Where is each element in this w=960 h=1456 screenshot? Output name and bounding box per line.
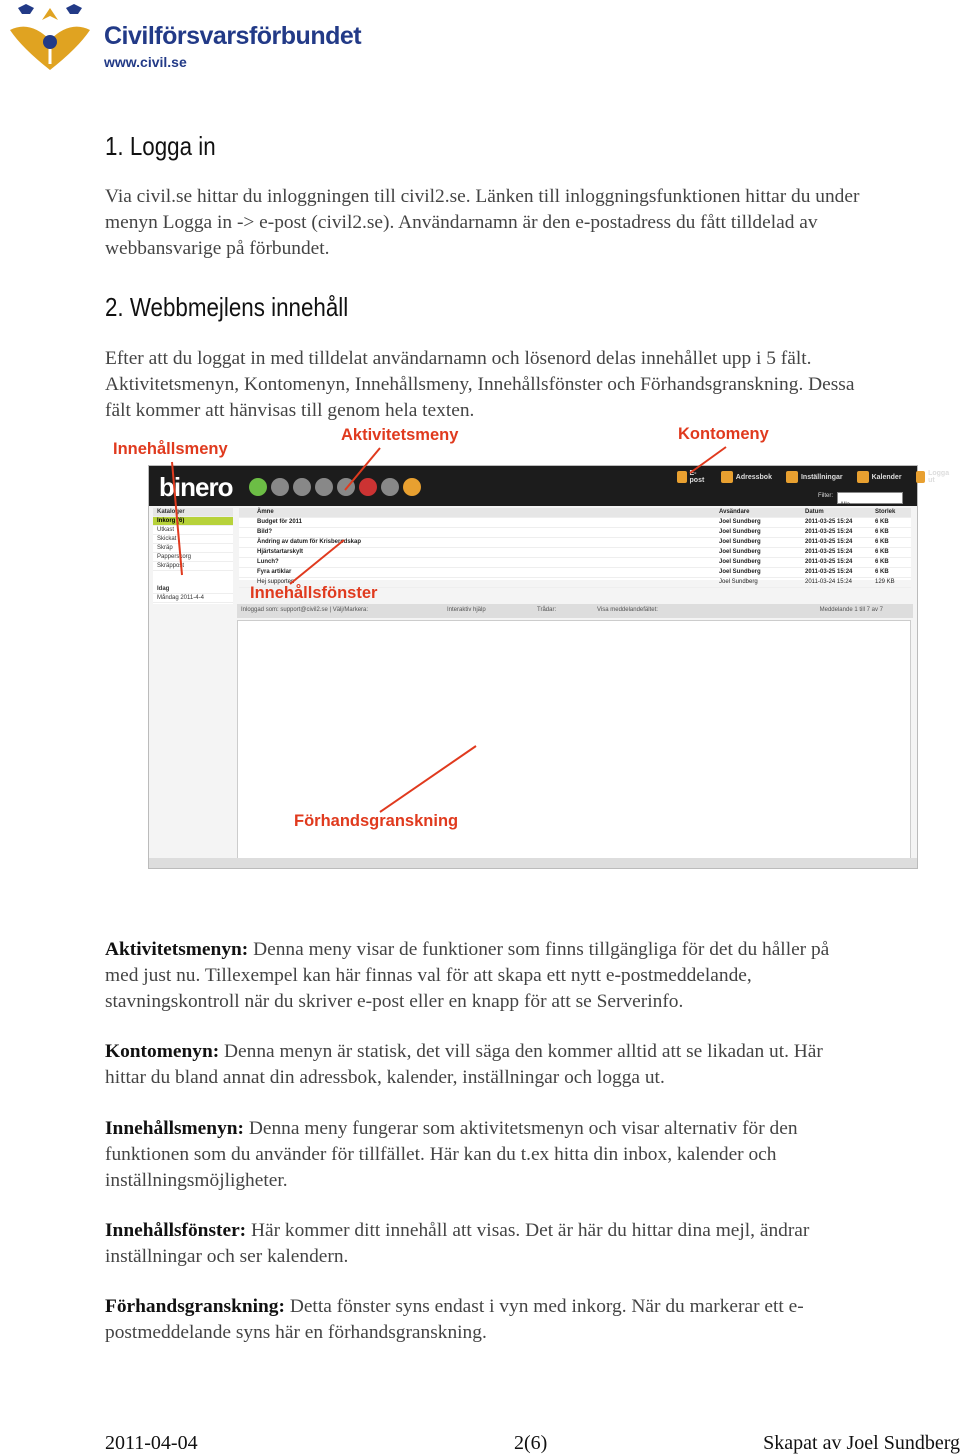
text-line: Detta fönster syns endast i vyn med inkorg. När du markerar ett e- (284, 1296, 804, 1317)
cell-sender: Joel Sundberg (719, 559, 761, 565)
cell-sender: Joel Sundberg (719, 539, 761, 545)
footer-page: 2(6) (514, 1432, 548, 1454)
definition-term: Innehållsfönster: (105, 1220, 247, 1241)
today-date: Måndag 2011-4-4 (153, 594, 233, 603)
folder-item[interactable]: Papperskorg (153, 553, 233, 562)
text-line: webbansvarige på förbundet. (105, 237, 330, 259)
folder-item[interactable]: Skickat (153, 535, 233, 544)
text-line: Denna menyn är statisk, det vill säga den kommer alltid att se likadan ut. Här (219, 1041, 823, 1062)
logo-name: Civilförsvarsförbundet (104, 22, 362, 50)
cell-subject: Budget för 2011 (257, 519, 303, 525)
text-line: postmeddelande syns här en förhandsgranskning. (105, 1321, 487, 1343)
annotation-forhandsgranskning: Förhandsgranskning (294, 812, 459, 830)
text-line: Aktivitetsmenyn, Kontomenyn, Innehållsmeny, Innehållsfönster och Förhandsgranskning. Dessa (105, 373, 855, 395)
text-line: funktionen som du använder för tillfället. Här kan du t.ex hitta din inbox, kalender och (105, 1143, 777, 1165)
arrow-aktivitetsmeny (345, 448, 380, 490)
cell-subject: Fyra artiklar (257, 569, 292, 575)
cell-subject: Ändring av datum för Krisberedskap (257, 539, 362, 545)
section-1-heading: 1. Logga in (105, 131, 216, 161)
definition-paragraph (105, 1218, 960, 1270)
today-label: Idag (153, 585, 233, 594)
definition-term: Innehållsmenyn: (105, 1118, 245, 1139)
account-email[interactable]: E-post (677, 470, 707, 484)
cell-date: 2011-03-25 15:24 (805, 529, 853, 535)
folders-title: Kataloger (153, 508, 233, 517)
text-line: hittar du bland annat din adressbok, kalender, inställningar och logga ut. (105, 1066, 665, 1088)
text-line: Denna meny fungerar som aktivitetsmenyn och visar alternativ för den (244, 1118, 798, 1139)
text-line: menyn Logga in -> e-post (civil2.se). Användarnamn är den e-postadress du fått tilldelad av (105, 211, 818, 233)
cell-date: 2011-03-25 15:24 (805, 549, 853, 555)
cell-subject: Hej supporten (257, 579, 295, 585)
account-settings[interactable]: Inställningar (786, 470, 843, 484)
folder-item[interactable]: Skräppost (153, 562, 233, 571)
cell-sender: Joel Sundberg (719, 569, 761, 575)
definition-term: Aktivitetsmenyn: (105, 939, 249, 960)
arrow-kontomeny (690, 447, 726, 473)
logo-url: www.civil.se (104, 54, 187, 70)
filter-label: Filter: (818, 493, 833, 499)
cell-size: 6 KB (875, 559, 889, 565)
text-line: Här kommer ditt innehåll att visas. Det är här du hittar dina mejl, ändrar (246, 1220, 810, 1241)
cell-date: 2011-03-24 15:24 (805, 579, 852, 585)
account-addressbook[interactable]: Adressbok (721, 470, 772, 484)
cell-sender: Joel Sundberg (719, 519, 761, 525)
text-line: fält kommer att hänvisas till genom hela texten. (105, 399, 475, 421)
arrow-forhandsgranskning (380, 746, 476, 812)
folder-item[interactable]: Inkorg (6) (153, 517, 233, 526)
footer-author: Skapat av Joel Sundberg (763, 1432, 960, 1454)
brand-logo: binero (159, 472, 233, 502)
cell-subject: Lunch? (257, 559, 279, 565)
cell-date: 2011-03-25 15:24 (805, 539, 853, 545)
footer-date: 2011-04-04 (105, 1432, 198, 1454)
folder-item[interactable]: Skräp (153, 544, 233, 553)
arrow-innehallsmeny (172, 462, 182, 575)
cell-size: 6 KB (875, 549, 889, 555)
text-line: Denna meny visar de funktioner som finns tillgängliga för det du håller på (248, 939, 830, 960)
account-calendar[interactable]: Kalender (857, 470, 902, 484)
cell-sender: Joel Sundberg (719, 579, 758, 585)
annotation-innehallsfonster: Innehållsfönster (250, 584, 378, 602)
text-line: stavningskontroll när du skriver e-post eller en knapp för att se Serverinfo. (105, 990, 684, 1012)
folder-item[interactable]: Utkast (153, 526, 233, 535)
cell-size: 6 KB (875, 529, 889, 535)
annotation-innehallsmeny: Innehållsmeny (113, 440, 228, 458)
section-2-heading: 2. Webbmejlens innehåll (105, 292, 349, 322)
cell-sender: Joel Sundberg (719, 529, 761, 535)
account-logout[interactable]: Logga ut (916, 470, 952, 484)
filter-select[interactable]: Alla (837, 492, 903, 504)
cell-size: 6 KB (875, 569, 889, 575)
cell-date: 2011-03-25 15:24 (805, 559, 853, 565)
definition-paragraph (105, 937, 960, 1014)
text-line: Efter att du loggat in med tilldelat användarnamn och lösenord delas innehållet upp i 5 fält. (105, 348, 812, 369)
cell-subject: Hjärtstartarskylt (257, 549, 304, 555)
text-line: Via civil.se hittar du inloggningen till civil2.se. Länken till inloggningsfunktionen hittar du under (105, 186, 860, 207)
definition-paragraph (105, 1039, 960, 1091)
cell-date: 2011-03-25 15:24 (805, 519, 853, 525)
text-line: inställningsmöjligheter. (105, 1169, 288, 1191)
definition-term: Kontomenyn: (105, 1041, 220, 1062)
cell-subject: Bild? (257, 529, 272, 535)
text-line: inställningar och ser kalendern. (105, 1245, 349, 1267)
list-header: Ämne Avsändare Datum Storlek (239, 508, 911, 518)
annotation-aktivitetsmeny: Aktivitetsmeny (341, 426, 459, 444)
definition-paragraph (105, 1116, 960, 1193)
definition-paragraph (105, 1294, 960, 1346)
cell-size: 129 KB (875, 579, 895, 585)
text-line: med just nu. Tillexempel kan här finnas val för att skapa ett nytt e-postmeddelande, (105, 964, 752, 986)
annotation-kontomeny: Kontomeny (678, 425, 769, 443)
status-bar: Inloggad som: support@civil2.se | Välj/Markera: Interaktiv hjälp Trådar: Visa meddelandefältet: Meddelande 1 till 7 av 7 (237, 604, 913, 618)
cell-size: 6 KB (875, 519, 889, 525)
cell-sender: Joel Sundberg (719, 549, 761, 555)
cell-date: 2011-03-25 15:24 (805, 569, 853, 575)
arrow-innehallsfonster (290, 540, 344, 584)
cell-size: 6 KB (875, 539, 889, 545)
definition-term: Förhandsgranskning: (105, 1296, 285, 1317)
